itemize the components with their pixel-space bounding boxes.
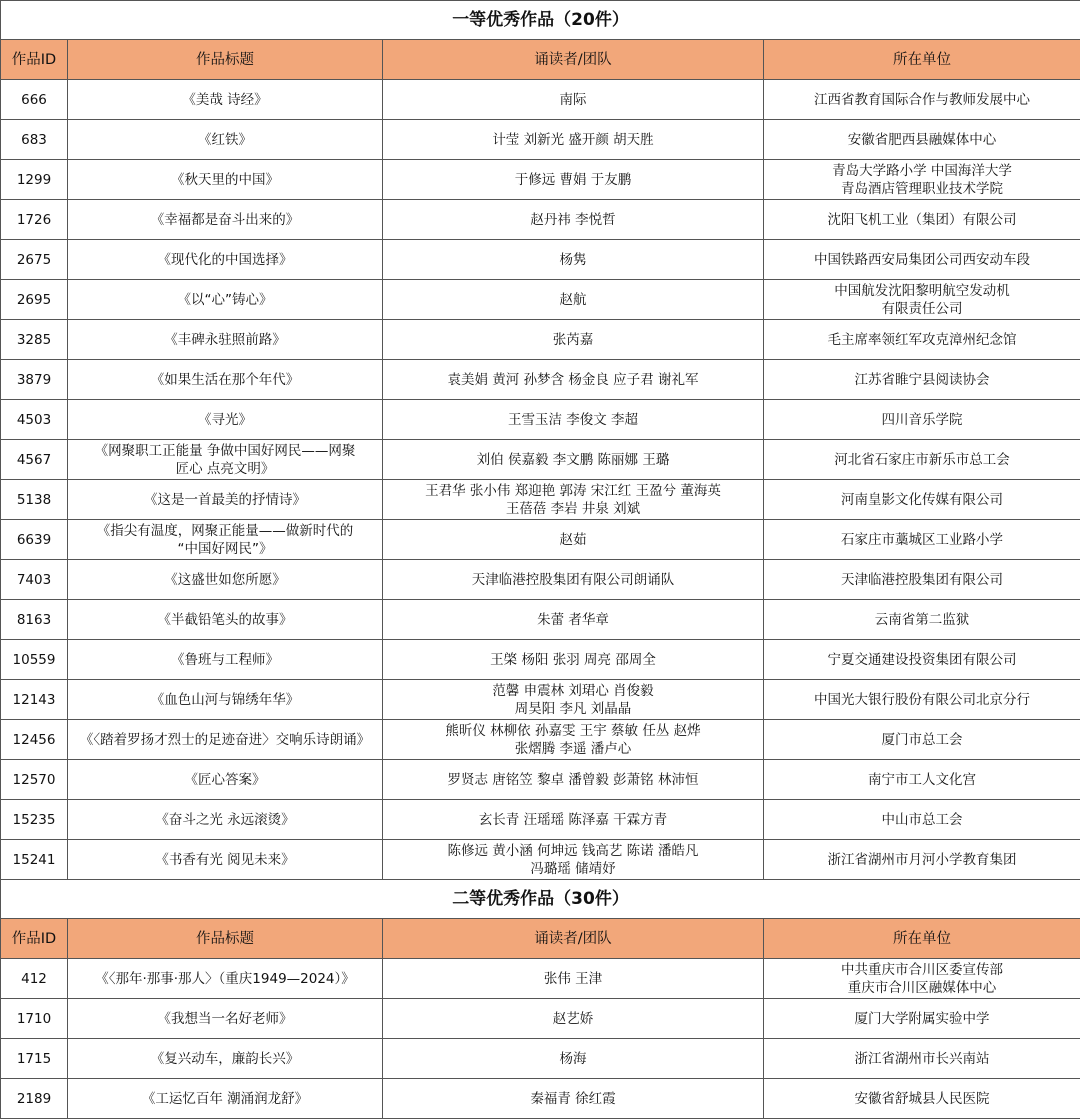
work-unit (764, 320, 1080, 360)
work-title-line: 《以“心”铸心》 (70, 291, 380, 309)
work-title-line: 匠心 点亮文明》 (70, 460, 380, 478)
work-unit (764, 1079, 1080, 1119)
work-readers (383, 840, 764, 880)
work-id: 1299 (1, 160, 68, 200)
work-title (68, 400, 383, 440)
header-unit: 所在单位 (764, 40, 1080, 80)
table-row (1, 280, 1080, 320)
table-row (1, 760, 1080, 800)
work-readers-line: 罗贤志 唐铭笠 黎卓 潘曾毅 彭萧铭 林沛恒 (385, 771, 761, 789)
work-title (68, 160, 383, 200)
column-header-row (1, 40, 1080, 80)
work-readers-line: 冯璐瑶 储靖妤 (385, 860, 761, 878)
work-readers-line: 张伟 王津 (385, 970, 761, 988)
work-id: 4567 (1, 440, 68, 480)
work-readers (383, 200, 764, 240)
work-readers-line: 范馨 申震林 刘珺心 肖俊毅 (385, 682, 761, 700)
section-title-row (1, 880, 1080, 919)
work-unit (764, 160, 1080, 200)
work-id: 8163 (1, 600, 68, 640)
work-title-line: 《网聚职工正能量 争做中国好网民——网聚 (70, 442, 380, 460)
table-row (1, 1039, 1080, 1079)
work-unit (764, 440, 1080, 480)
work-readers (383, 959, 764, 999)
work-title-line: 《工运忆百年 潮涌润龙舒》 (70, 1090, 380, 1108)
work-readers-line: 王君华 张小伟 郑迎艳 郭涛 宋江红 王盈兮 董海英 (385, 482, 761, 500)
work-readers-line: 赵丹祎 李悦哲 (385, 211, 761, 229)
table-row (1, 160, 1080, 200)
table-row (1, 640, 1080, 680)
work-readers-line: 赵茹 (385, 531, 761, 549)
header-readers: 诵读者/团队 (383, 919, 764, 959)
work-unit (764, 800, 1080, 840)
table-row (1, 959, 1080, 999)
work-title-line: 《复兴动车，廉韵长兴》 (70, 1050, 380, 1068)
work-id: 666 (1, 80, 68, 120)
work-readers (383, 280, 764, 320)
work-title (68, 760, 383, 800)
work-title (68, 360, 383, 400)
work-readers (383, 360, 764, 400)
work-title-line: 《秋天里的中国》 (70, 171, 380, 189)
work-title-line: 《红铁》 (70, 131, 380, 149)
work-title-line: 《幸福都是奋斗出来的》 (70, 211, 380, 229)
work-title-line: 《这是一首最美的抒情诗》 (70, 491, 380, 509)
work-unit-line: 中国光大银行股份有限公司北京分行 (766, 691, 1078, 709)
work-unit (764, 1039, 1080, 1079)
work-title (68, 480, 383, 520)
work-readers (383, 1079, 764, 1119)
work-id: 10559 (1, 640, 68, 680)
work-readers (383, 80, 764, 120)
work-unit (764, 840, 1080, 880)
work-unit (764, 200, 1080, 240)
work-id: 12570 (1, 760, 68, 800)
work-title (68, 320, 383, 360)
work-title (68, 520, 383, 560)
work-readers (383, 760, 764, 800)
work-unit-line: 安徽省肥西县融媒体中心 (766, 131, 1078, 149)
work-title (68, 1079, 383, 1119)
work-title (68, 840, 383, 880)
work-id: 2675 (1, 240, 68, 280)
section-title-row (1, 1, 1080, 40)
table-row (1, 400, 1080, 440)
work-unit (764, 280, 1080, 320)
work-readers (383, 560, 764, 600)
work-unit-line: 重庆市合川区融媒体中心 (766, 979, 1078, 997)
work-title (68, 560, 383, 600)
work-readers (383, 440, 764, 480)
table-row (1, 1079, 1080, 1119)
work-readers (383, 520, 764, 560)
work-title (68, 600, 383, 640)
work-unit (764, 360, 1080, 400)
table-row (1, 680, 1080, 720)
work-unit (764, 560, 1080, 600)
table-row (1, 360, 1080, 400)
work-title (68, 999, 383, 1039)
work-readers-line: 玄长青 汪瑶瑶 陈泽嘉 干霖方青 (385, 811, 761, 829)
work-id: 1715 (1, 1039, 68, 1079)
work-unit-line: 厦门大学附属实验中学 (766, 1010, 1078, 1028)
work-readers (383, 320, 764, 360)
work-id: 15235 (1, 800, 68, 840)
work-unit-line: 江西省教育国际合作与教师发展中心 (766, 91, 1078, 109)
work-unit-line: 云南省第二监狱 (766, 611, 1078, 629)
work-unit (764, 760, 1080, 800)
work-title-line: 《鲁班与工程师》 (70, 651, 380, 669)
work-readers (383, 120, 764, 160)
work-readers-line: 陈修远 黄小涵 何坤远 钱高艺 陈诺 潘皓凡 (385, 842, 761, 860)
work-readers (383, 600, 764, 640)
header-title: 作品标题 (68, 40, 383, 80)
work-readers (383, 720, 764, 760)
work-readers-line: 王蓓蓓 李岩 井泉 刘斌 (385, 500, 761, 518)
work-id: 412 (1, 959, 68, 999)
work-readers-line: 周昊阳 李凡 刘晶晶 (385, 700, 761, 718)
work-id: 15241 (1, 840, 68, 880)
work-unit (764, 80, 1080, 120)
table-row (1, 560, 1080, 600)
work-unit-line: 中国铁路西安局集团公司西安动车段 (766, 251, 1078, 269)
work-id: 7403 (1, 560, 68, 600)
header-title: 作品标题 (68, 919, 383, 959)
table-row (1, 440, 1080, 480)
work-readers-line: 秦福青 徐红霞 (385, 1090, 761, 1108)
work-readers-line: 张熠腾 李遥 潘卢心 (385, 740, 761, 758)
work-readers (383, 480, 764, 520)
work-readers-line: 张芮嘉 (385, 331, 761, 349)
work-title (68, 640, 383, 680)
work-unit (764, 680, 1080, 720)
work-readers-line: 杨海 (385, 1050, 761, 1068)
work-unit (764, 600, 1080, 640)
section-title: 一等优秀作品（20件） (1, 1, 1080, 40)
work-readers-line: 袁美娟 黄河 孙梦含 杨金良 应子君 谢礼军 (385, 371, 761, 389)
work-id: 4503 (1, 400, 68, 440)
work-title-line: 《丰碑永驻照前路》 (70, 331, 380, 349)
work-unit-line: 沈阳飞机工业（集团）有限公司 (766, 211, 1078, 229)
work-title-line: 《这盛世如您所愿》 (70, 571, 380, 589)
work-readers (383, 1039, 764, 1079)
work-title-line: 《半截铅笔头的故事》 (70, 611, 380, 629)
work-unit-line: 中山市总工会 (766, 811, 1078, 829)
work-id: 683 (1, 120, 68, 160)
work-readers (383, 160, 764, 200)
work-unit-line: 浙江省湖州市长兴南站 (766, 1050, 1078, 1068)
work-readers-line: 天津临港控股集团有限公司朗诵队 (385, 571, 761, 589)
header-unit: 所在单位 (764, 919, 1080, 959)
work-title (68, 80, 383, 120)
work-title (68, 280, 383, 320)
work-title-line: “中国好网民”》 (70, 540, 380, 558)
column-header-row (1, 919, 1080, 959)
work-unit (764, 400, 1080, 440)
table-row (1, 800, 1080, 840)
table-row (1, 999, 1080, 1039)
work-readers-line: 杨隽 (385, 251, 761, 269)
work-title (68, 440, 383, 480)
table-row (1, 240, 1080, 280)
work-unit-line: 南宁市工人文化宫 (766, 771, 1078, 789)
work-unit-line: 浙江省湖州市月河小学教育集团 (766, 851, 1078, 869)
work-readers-line: 刘伯 侯嘉毅 李文鹏 陈丽娜 王璐 (385, 451, 761, 469)
work-unit (764, 720, 1080, 760)
work-title-line: 《奋斗之光 永远滚烫》 (70, 811, 380, 829)
work-unit-line: 河南皇影文化传媒有限公司 (766, 491, 1078, 509)
work-title-line: 《现代化的中国选择》 (70, 251, 380, 269)
work-unit (764, 999, 1080, 1039)
work-readers (383, 800, 764, 840)
table-row (1, 720, 1080, 760)
work-id: 12456 (1, 720, 68, 760)
work-unit (764, 480, 1080, 520)
table-row (1, 120, 1080, 160)
work-readers-line: 熊昕仪 林柳依 孙嘉雯 王宇 蔡敏 任丛 赵烨 (385, 722, 761, 740)
work-title (68, 200, 383, 240)
work-unit-line: 四川音乐学院 (766, 411, 1078, 429)
work-id: 2189 (1, 1079, 68, 1119)
work-readers-line: 赵艺娇 (385, 1010, 761, 1028)
work-unit-line: 河北省石家庄市新乐市总工会 (766, 451, 1078, 469)
work-unit-line: 石家庄市藁城区工业路小学 (766, 531, 1078, 549)
work-title (68, 240, 383, 280)
work-id: 2695 (1, 280, 68, 320)
work-id: 12143 (1, 680, 68, 720)
work-title-line: 《血色山河与锦绣年华》 (70, 691, 380, 709)
work-unit-line: 江苏省睢宁县阅读协会 (766, 371, 1078, 389)
table-row (1, 600, 1080, 640)
work-title-line: 《〈那年·那事·那人〉（重庆1949—2024）》 (70, 970, 380, 988)
work-unit-line: 中共重庆市合川区委宣传部 (766, 961, 1078, 979)
header-id: 作品ID (1, 40, 68, 80)
table-row (1, 840, 1080, 880)
work-unit-line: 厦门市总工会 (766, 731, 1078, 749)
work-title-line: 《寻光》 (70, 411, 380, 429)
work-unit-line: 宁夏交通建设投资集团有限公司 (766, 651, 1078, 669)
work-readers-line: 赵航 (385, 291, 761, 309)
work-id: 1710 (1, 999, 68, 1039)
work-unit (764, 640, 1080, 680)
work-readers-line: 朱蕾 者华章 (385, 611, 761, 629)
work-id: 3285 (1, 320, 68, 360)
award-table-body (1, 1, 1080, 1119)
work-unit-line: 青岛酒店管理职业技术学院 (766, 180, 1078, 198)
work-id: 3879 (1, 360, 68, 400)
work-id: 6639 (1, 520, 68, 560)
table-row (1, 200, 1080, 240)
work-title (68, 720, 383, 760)
work-unit-line: 有限责任公司 (766, 300, 1078, 318)
work-readers (383, 400, 764, 440)
work-title-line: 《〈踏着罗扬才烈士的足迹奋进〉交响乐诗朗诵》 (70, 731, 380, 749)
work-unit (764, 959, 1080, 999)
table-row (1, 80, 1080, 120)
work-title (68, 1039, 383, 1079)
work-readers-line: 王雪玉洁 李俊文 李超 (385, 411, 761, 429)
work-readers (383, 240, 764, 280)
work-title-line: 《指尖有温度，网聚正能量——做新时代的 (70, 522, 380, 540)
work-unit (764, 520, 1080, 560)
work-readers-line: 于修远 曹娟 于友鹏 (385, 171, 761, 189)
work-readers-line: 南际 (385, 91, 761, 109)
work-readers (383, 640, 764, 680)
work-unit-line: 毛主席率领红军攻克漳州纪念馆 (766, 331, 1078, 349)
work-readers-line: 王棨 杨阳 张羽 周亮 邵周全 (385, 651, 761, 669)
work-unit-line: 中国航发沈阳黎明航空发动机 (766, 282, 1078, 300)
work-title (68, 680, 383, 720)
header-readers: 诵读者/团队 (383, 40, 764, 80)
work-readers (383, 680, 764, 720)
work-unit-line: 天津临港控股集团有限公司 (766, 571, 1078, 589)
work-title-line: 《书香有光 阅见未来》 (70, 851, 380, 869)
work-id: 5138 (1, 480, 68, 520)
work-readers-line: 计莹 刘新光 盛开颜 胡天胜 (385, 131, 761, 149)
work-title (68, 959, 383, 999)
table-row (1, 520, 1080, 560)
work-title (68, 120, 383, 160)
work-title-line: 《如果生活在那个年代》 (70, 371, 380, 389)
work-title-line: 《我想当一名好老师》 (70, 1010, 380, 1028)
work-title-line: 《匠心答案》 (70, 771, 380, 789)
work-unit (764, 120, 1080, 160)
header-id: 作品ID (1, 919, 68, 959)
work-title (68, 800, 383, 840)
section-title: 二等优秀作品（30件） (1, 880, 1080, 919)
work-unit (764, 240, 1080, 280)
table-row (1, 480, 1080, 520)
table-row (1, 320, 1080, 360)
work-title-line: 《美哉 诗经》 (70, 91, 380, 109)
work-unit-line: 安徽省舒城县人民医院 (766, 1090, 1078, 1108)
work-readers (383, 999, 764, 1039)
work-id: 1726 (1, 200, 68, 240)
work-unit-line: 青岛大学路小学 中国海洋大学 (766, 162, 1078, 180)
